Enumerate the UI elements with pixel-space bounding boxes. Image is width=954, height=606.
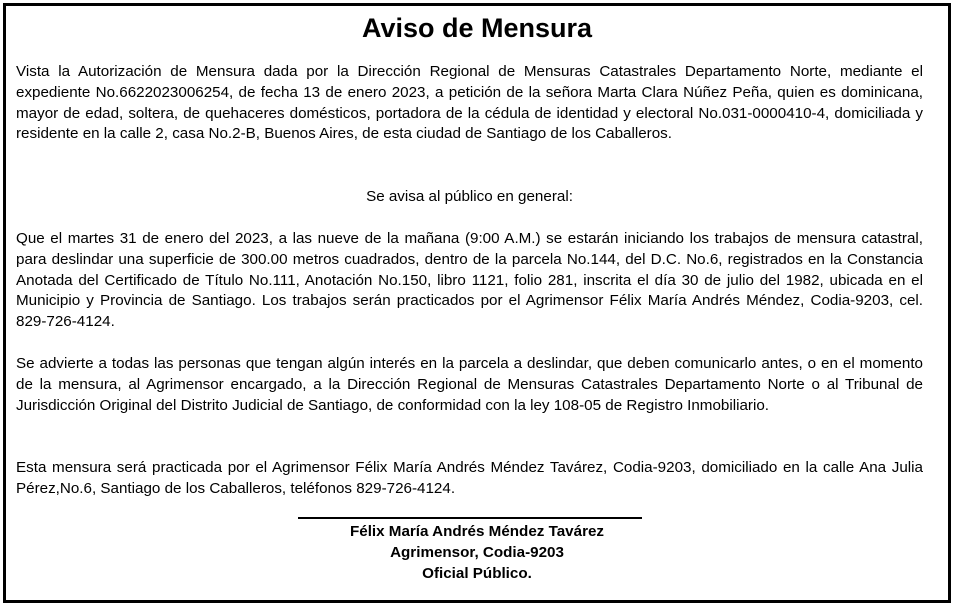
paragraph-public-notice: Se avisa al público en general: — [366, 188, 573, 205]
signature-role: Agrimensor, Codia-9203 — [390, 544, 564, 561]
paragraph-survey-details: Que el martes 31 de enero del 2023, a las nueve de la mañana (9:00 A.M.) se estarán iniciando los trabajos de mensura catastral, para deslindar una superficie de 300.00 metros cuadrados, dentro de la parcela No.144, del D.C. No.6, registrados en la Constancia Anotada del Certificado de Título No.111, Anotación No.150, libro 1121, folio 281, inscrita el día 30 de julio del 1982, ubicada en el Municipio y Provincia de Santiago. Los trabajos serán practicados por el Agrimensor Félix María Andrés Méndez, Codia-9203, cel. 829-726-4124. — [16, 230, 923, 331]
paragraph-authorization: Vista la Autorización de Mensura dada por la Dirección Regional de Mensuras Catastrales Departamento Norte, mediante el expediente No.6622023006254, de fecha 13 de enero 2023, a petición de la señora Marta Clara Núñez Peña, quien es dominicana, mayor de edad, soltera, de quehaceres domésticos, portadora de la cédula de identidad y electoral No.031-0000410-4, domiciliada y residente en la calle 2, casa No.2-B, Buenos Aires, de esta ciudad de Santiago de los Caballeros. — [16, 63, 923, 143]
signature-office: Oficial Público. — [422, 565, 532, 582]
notice-title: Aviso de Mensura — [361, 13, 593, 43]
signature-line — [298, 517, 642, 519]
signature-name: Félix María Andrés Méndez Tavárez — [349, 523, 605, 540]
paragraph-surveyor-contact: Esta mensura será practicada por el Agrimensor Félix María Andrés Méndez Tavárez, Codia-9203, domiciliado en la calle Ana Julia Pérez,No.6, Santiago de los Caballeros, teléfonos 829-726-4124. — [16, 459, 923, 497]
paragraph-warning: Se advierte a todas las personas que tengan algún interés en la parcela a deslindar, que deben comunicarlo antes, o en el momento de la mensura, al Agrimensor encargado, a la Dirección Regional de Mensuras Catastrales Departamento Norte o al Tribunal de Jurisdicción Original del Distrito Judicial de Santiago, de conformidad con la ley 108-05 de Registro Inmobiliario. — [16, 355, 923, 414]
